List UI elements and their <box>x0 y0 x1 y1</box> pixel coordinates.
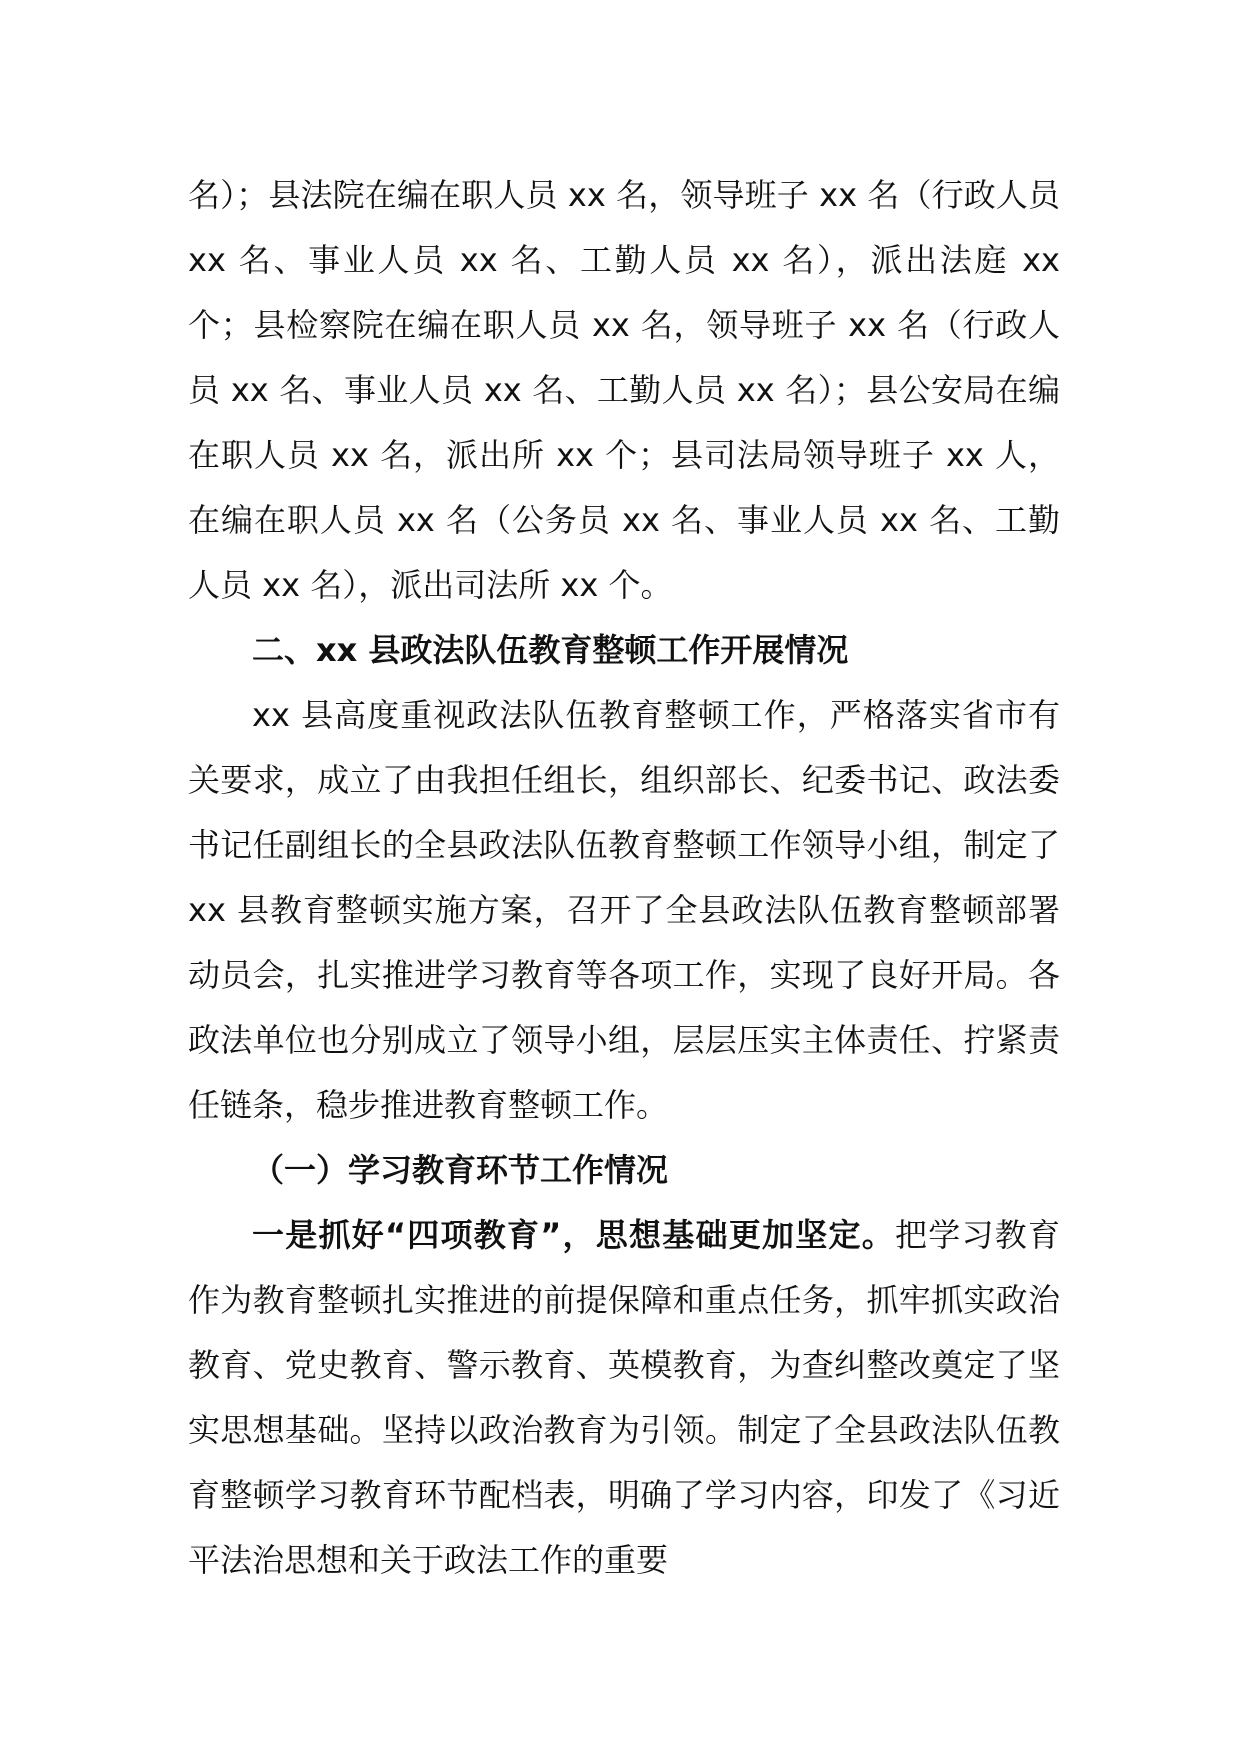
point-one-body: 把学习教育作为教育整顿扎实推进的前提保障和重点任务，抓牢抓实政治教育、党史教育、警示教育、英模教育，为查纠整改奠定了坚实思想基础。坚持以政治教育为引领。制定了全县政法队伍教育整顿学习教育环节配档表，明确了学习内容，印发了《习近平法治思想和关于政法工作的重要 <box>188 1216 1060 1579</box>
subsection-heading: （一）学习教育环节工作情况 <box>252 1151 669 1189</box>
paragraph-staffing-continued: 名）；县法院在编在职人员 xx 名，领导班子 xx 名（行政人员 xx 名、事业人员 xx 名、工勤人员 xx 名），派出法庭 xx 个；县检察院在编在职人员 xx 名，领导班子 xx 名（行政人员 xx 名、事业人员 xx 名、工勤人员 xx 名）；县公安局在编在职人员 xx 名，派出所 xx 个；县司法局领导班子 xx 人，在编在职人员 xx 名（公务员 xx 名、事业人员 xx 名、工勤人员 xx 名），派出司法所 xx 个。 <box>188 176 1060 604</box>
document-body <box>188 163 1060 1593</box>
paragraph-overview: xx 县高度重视政法队伍教育整顿工作，严格落实省市有关要求，成立了由我担任组长，组织部长、纪委书记、政法委书记任副组长的全县政法队伍教育整顿工作领导小组，制定了 xx 县教育整顿实施方案，召开了全县政法队伍教育整顿部署动员会，扎实推进学习教育等各项工作，实现了良好开局。各政法单位也分别成立了领导小组，层层压实主体责任、拧紧责任链条，稳步推进教育整顿工作。 <box>188 696 1060 1124</box>
paragraph-point-one <box>188 1203 1060 1593</box>
section-heading: 二、xx 县政法队伍教育整顿工作开展情况 <box>252 631 849 669</box>
point-one-lead: 一是抓好“四项教育”，思想基础更加坚定。 <box>252 1216 895 1254</box>
